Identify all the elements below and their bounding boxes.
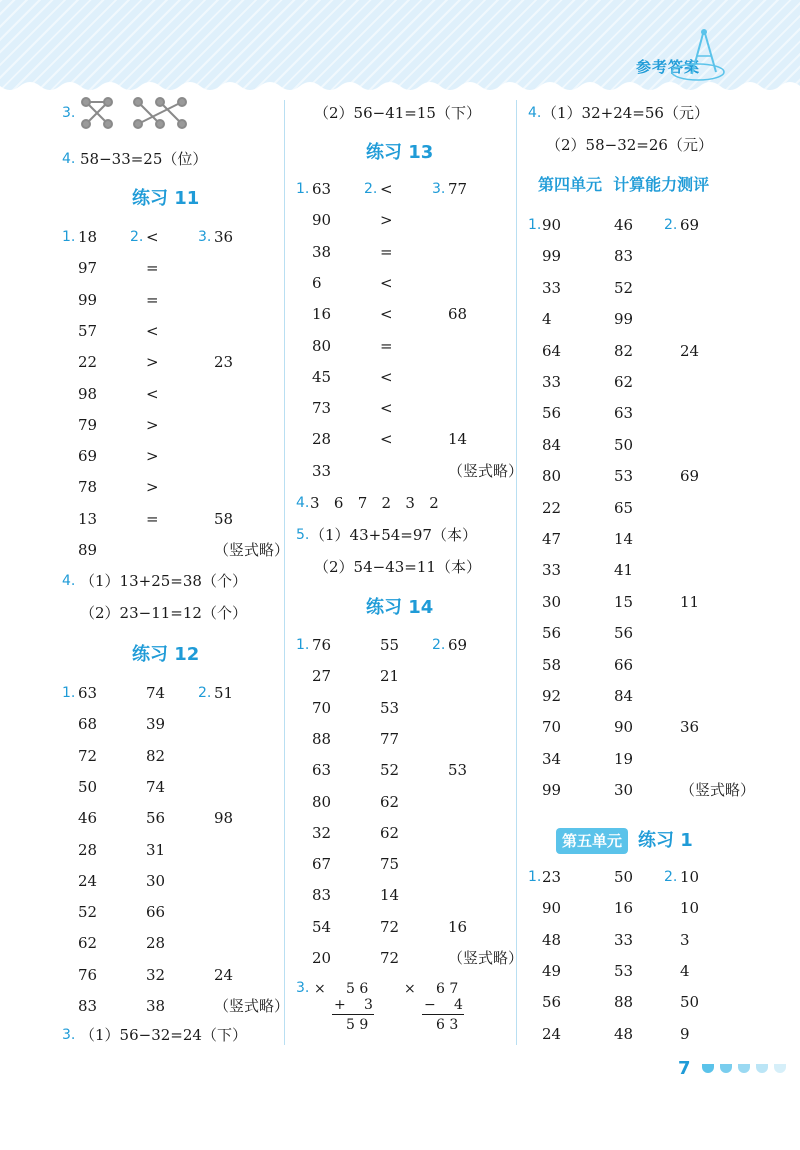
- answer-cell: 65: [614, 498, 634, 517]
- question-number: 3.: [62, 105, 76, 121]
- question-number: 5.: [296, 527, 310, 543]
- answer-text: （2）23−11=12（个）: [80, 604, 247, 622]
- column-divider-1: [284, 100, 285, 1045]
- question-number: 4.: [528, 105, 542, 121]
- answer-cell: 70: [542, 718, 562, 737]
- answer-cell: 83: [312, 886, 332, 905]
- answer-cell: <: [146, 228, 159, 246]
- answer-cell: 62: [380, 792, 400, 811]
- answer-cell: >: [380, 211, 393, 230]
- question-number: 1.: [62, 685, 76, 701]
- answer-cell: 31: [146, 840, 166, 859]
- answer-cell: 72: [380, 917, 400, 936]
- answer-cell: <: [146, 384, 159, 403]
- result-line: [422, 1014, 464, 1015]
- answer-cell: 57: [78, 321, 98, 340]
- answer-cell: 18: [78, 228, 98, 246]
- answer-cell: 20: [312, 949, 332, 967]
- answer-cell: 6: [312, 273, 322, 292]
- question-number: 4.: [296, 495, 310, 511]
- answer-cell: 21: [380, 667, 400, 686]
- answer-cell: 28: [78, 840, 98, 859]
- answer-cell: 52: [78, 903, 98, 922]
- answer-cell: 33: [542, 373, 562, 391]
- answer-cell: 9: [680, 1024, 690, 1043]
- answer-cell: 56: [542, 993, 562, 1012]
- ex12-title: 练习 12: [132, 644, 200, 665]
- answer-cell: 92: [542, 687, 562, 705]
- answer-cell: 51: [214, 684, 234, 702]
- answer-cell: 88: [614, 993, 634, 1012]
- answer-cell: <: [380, 180, 393, 198]
- answer-cell: 89: [78, 541, 98, 559]
- dot: [756, 1064, 768, 1073]
- answer-cell: 10: [680, 899, 700, 918]
- answer-cell: 77: [380, 729, 400, 748]
- answer-cell: 36: [680, 718, 700, 737]
- answer-cell: 82: [614, 341, 634, 360]
- answers-title: 参考答案: [635, 58, 700, 76]
- answer-cell: 53: [448, 761, 468, 780]
- answer-cell: =: [146, 509, 159, 528]
- question-number: 2.: [130, 229, 144, 245]
- compass-icon: [668, 26, 732, 86]
- answer-cell: 83: [614, 247, 634, 266]
- answer-cell: 33: [542, 561, 562, 580]
- question-number: 3.: [62, 1027, 76, 1043]
- question-number: 2.: [432, 637, 446, 653]
- answer-cell: 98: [214, 809, 234, 828]
- answer-cell: 62: [78, 934, 98, 953]
- answer-cell: 14: [614, 530, 634, 548]
- answer-cell: 80: [312, 336, 332, 355]
- operand-2: 4: [454, 997, 463, 1013]
- answer-cell: 75: [380, 855, 400, 874]
- answer-cell: 36: [214, 228, 234, 246]
- answer-cell: 53: [380, 698, 400, 717]
- answer-cell: =: [380, 336, 393, 355]
- operator: +: [334, 997, 346, 1013]
- answer-cell: =: [146, 259, 159, 278]
- answer-cell: 70: [312, 698, 332, 717]
- answer-text: （2）56−41=15（下）: [314, 104, 481, 122]
- answer-cell: 55: [380, 636, 400, 654]
- dot: [738, 1064, 750, 1073]
- answer-cell: （竖式略）: [448, 461, 524, 480]
- answer-cell: 90: [542, 899, 562, 918]
- answer-cell: 38: [312, 242, 332, 261]
- vertical-calc-2: [404, 982, 474, 1036]
- question-number: 2.: [664, 217, 678, 233]
- answer-cell: 69: [448, 636, 468, 654]
- answer-cell: 13: [78, 509, 98, 528]
- answer-cell: 68: [78, 715, 98, 734]
- answer-cell: 84: [614, 687, 634, 705]
- answer-cell: 99: [542, 247, 562, 266]
- unit4-title: 第四单元 计算能力测评: [538, 175, 710, 194]
- answer-cell: 63: [312, 761, 332, 780]
- answer-cell: 14: [448, 430, 468, 449]
- answer-cell: 74: [146, 777, 166, 796]
- answer-cell: 80: [312, 792, 332, 811]
- answer-cell: 23: [214, 353, 234, 372]
- answer-cell: 66: [614, 655, 634, 674]
- answer-cell: >: [146, 353, 159, 372]
- answer-cell: 52: [380, 761, 400, 780]
- answer-cell: 24: [680, 341, 700, 360]
- question-number: 3.: [432, 181, 446, 197]
- answer-cell: 4: [542, 310, 552, 329]
- answer-cell: 62: [380, 823, 400, 842]
- answer-cell: 16: [448, 917, 468, 936]
- dot: [702, 1064, 714, 1073]
- answer-cell: 32: [146, 965, 166, 984]
- answer-cell: >: [146, 478, 159, 497]
- answer-cell: <: [146, 321, 159, 340]
- answer-cell: 46: [614, 216, 634, 234]
- answer-cell: 24: [542, 1024, 562, 1043]
- answer-cell: 16: [614, 899, 634, 918]
- answer-cell: 69: [78, 447, 98, 466]
- unit5-tag: 第五单元: [556, 828, 628, 854]
- answer-text: 58−33=25（位）: [80, 150, 208, 168]
- answer-cell: 11: [680, 592, 700, 611]
- page-number: 7: [678, 1058, 691, 1079]
- answer-text: 3 6 7 2 3 2: [310, 494, 439, 512]
- answer-cell: 28: [312, 430, 332, 449]
- answer-cell: 50: [680, 993, 700, 1012]
- answer-cell: <: [380, 399, 393, 418]
- answer-cell: 19: [614, 749, 634, 768]
- operand-1: 6 7: [436, 981, 459, 997]
- question-number: 2.: [198, 685, 212, 701]
- answer-text: （2）54−43=11（本）: [314, 558, 481, 576]
- answer-cell: 99: [614, 310, 634, 329]
- answer-cell: 49: [542, 961, 562, 980]
- ex11-title: 练习 11: [132, 188, 200, 209]
- unit5-heading: [556, 826, 693, 856]
- question-number: 1.: [296, 637, 310, 653]
- question-number: 1.: [528, 217, 542, 233]
- answer-cell: 80: [542, 467, 562, 486]
- answer-cell: 84: [542, 435, 562, 454]
- answer-cell: >: [146, 447, 159, 466]
- answer-cell: 88: [312, 729, 332, 748]
- answer-cell: <: [380, 305, 393, 324]
- answer-cell: （竖式略）: [680, 781, 756, 800]
- answer-cell: <: [380, 430, 393, 449]
- answer-text: （1）43+54=97（本）: [310, 526, 477, 544]
- operand-2: 3: [364, 997, 373, 1013]
- unit5-title: 练习 1: [638, 830, 693, 851]
- dot: [774, 1064, 786, 1073]
- dot: [720, 1064, 732, 1073]
- answer-cell: 58: [214, 509, 234, 528]
- answer-cell: 24: [78, 871, 98, 890]
- ex14-title: 练习 14: [366, 597, 434, 618]
- answer-cell: 50: [78, 777, 98, 796]
- answer-cell: 48: [542, 930, 562, 949]
- answer-cell: 56: [614, 624, 634, 643]
- operand-1: 5 6: [346, 981, 369, 997]
- answer-text: （1）32+24=56（元）: [542, 104, 709, 122]
- answer-cell: 22: [78, 353, 98, 372]
- answer-cell: 62: [614, 373, 634, 391]
- answer-cell: （竖式略）: [448, 949, 524, 967]
- answer-cell: 53: [614, 961, 634, 980]
- answer-cell: <: [380, 273, 393, 292]
- answer-cell: 58: [542, 655, 562, 674]
- answer-cell: 56: [542, 404, 562, 423]
- check-mark: ×: [314, 981, 326, 997]
- answer-cell: （竖式略）: [214, 541, 290, 559]
- answer-cell: 79: [78, 415, 98, 434]
- answer-cell: 16: [312, 305, 332, 324]
- answer-cell: 41: [614, 561, 634, 580]
- answer-cell: 76: [78, 965, 98, 984]
- answer-cell: 24: [214, 965, 234, 984]
- answer-cell: 98: [78, 384, 98, 403]
- answer-cell: 67: [312, 855, 332, 874]
- question-number: 3.: [296, 980, 310, 996]
- answer-cell: 30: [614, 781, 634, 800]
- answer-cell: 30: [542, 592, 562, 611]
- question-number: 3.: [198, 229, 212, 245]
- answer-cell: 56: [542, 624, 562, 643]
- ex13-title: 练习 13: [366, 142, 434, 163]
- question-number: 2.: [364, 181, 378, 197]
- answer-cell: 27: [312, 667, 332, 686]
- answer-cell: 63: [614, 404, 634, 423]
- answer-cell: 90: [542, 216, 562, 234]
- answer-cell: 63: [78, 684, 98, 702]
- answer-cell: 72: [380, 949, 400, 967]
- answer-cell: 77: [448, 180, 468, 198]
- answer-cell: =: [146, 290, 159, 309]
- answer-cell: 30: [146, 871, 166, 890]
- answer-cell: 78: [78, 478, 98, 497]
- answer-cell: 34: [542, 749, 562, 768]
- answer-cell: 33: [614, 930, 634, 949]
- answer-cell: 22: [542, 498, 562, 517]
- answer-cell: 15: [614, 592, 634, 611]
- answer-cell: =: [380, 242, 393, 261]
- column-divider-2: [516, 100, 517, 1045]
- vertical-calc-1: [314, 982, 384, 1036]
- ex14-q3: [296, 980, 512, 1040]
- answer-cell: 54: [312, 917, 332, 936]
- result: 6 3: [436, 1017, 459, 1033]
- answer-cell: 74: [146, 684, 166, 702]
- answer-cell: 3: [680, 930, 690, 949]
- answer-cell: 39: [146, 715, 166, 734]
- answer-cell: 32: [312, 823, 332, 842]
- answer-cell: 63: [312, 180, 332, 198]
- answer-cell: 99: [78, 290, 98, 309]
- operator: −: [424, 997, 436, 1013]
- answer-cell: 68: [448, 305, 468, 324]
- answer-cell: 73: [312, 399, 332, 418]
- answer-cell: 33: [542, 278, 562, 297]
- question-number: 1.: [62, 229, 76, 245]
- answer-cell: 69: [680, 467, 700, 486]
- answer-text: （1）56−32=24（下）: [80, 1026, 247, 1044]
- answer-cell: 46: [78, 809, 98, 828]
- answer-cell: 76: [312, 636, 332, 654]
- answer-cell: 45: [312, 367, 332, 386]
- answer-cell: 64: [542, 341, 562, 360]
- result-line: [332, 1014, 374, 1015]
- answer-cell: 66: [146, 903, 166, 922]
- answer-cell: 69: [680, 216, 700, 234]
- answer-cell: 14: [380, 886, 400, 905]
- answer-cell: 23: [542, 868, 562, 886]
- answer-text: （1）13+25=38（个）: [80, 572, 247, 590]
- answer-cell: >: [146, 415, 159, 434]
- answer-cell: 4: [680, 961, 690, 980]
- answer-cell: （竖式略）: [214, 997, 290, 1015]
- question-number: 4.: [62, 151, 76, 167]
- question-number: 4.: [62, 573, 76, 589]
- answer-cell: 47: [542, 530, 562, 548]
- answer-cell: 38: [146, 997, 166, 1015]
- check-mark: ×: [404, 981, 416, 997]
- answer-cell: 97: [78, 259, 98, 278]
- answer-text: （2）58−32=26（元）: [546, 136, 713, 154]
- answer-cell: 28: [146, 934, 166, 953]
- answer-cell: 50: [614, 435, 634, 454]
- matching-diagram: [80, 96, 200, 130]
- answer-cell: 99: [542, 781, 562, 800]
- answer-cell: 33: [312, 461, 332, 480]
- question-number: 1.: [528, 869, 542, 885]
- question-number: 1.: [296, 181, 310, 197]
- answer-cell: 90: [614, 718, 634, 737]
- answer-cell: 83: [78, 997, 98, 1015]
- answer-cell: <: [380, 367, 393, 386]
- result: 5 9: [346, 1017, 369, 1033]
- answer-cell: 10: [680, 868, 700, 886]
- answer-cell: 56: [146, 809, 166, 828]
- answer-cell: 50: [614, 868, 634, 886]
- answer-cell: 48: [614, 1024, 634, 1043]
- question-number: 2.: [664, 869, 678, 885]
- answer-cell: 72: [78, 746, 98, 765]
- answer-cell: 53: [614, 467, 634, 486]
- answer-cell: 82: [146, 746, 166, 765]
- answer-cell: 52: [614, 278, 634, 297]
- answer-cell: 90: [312, 211, 332, 230]
